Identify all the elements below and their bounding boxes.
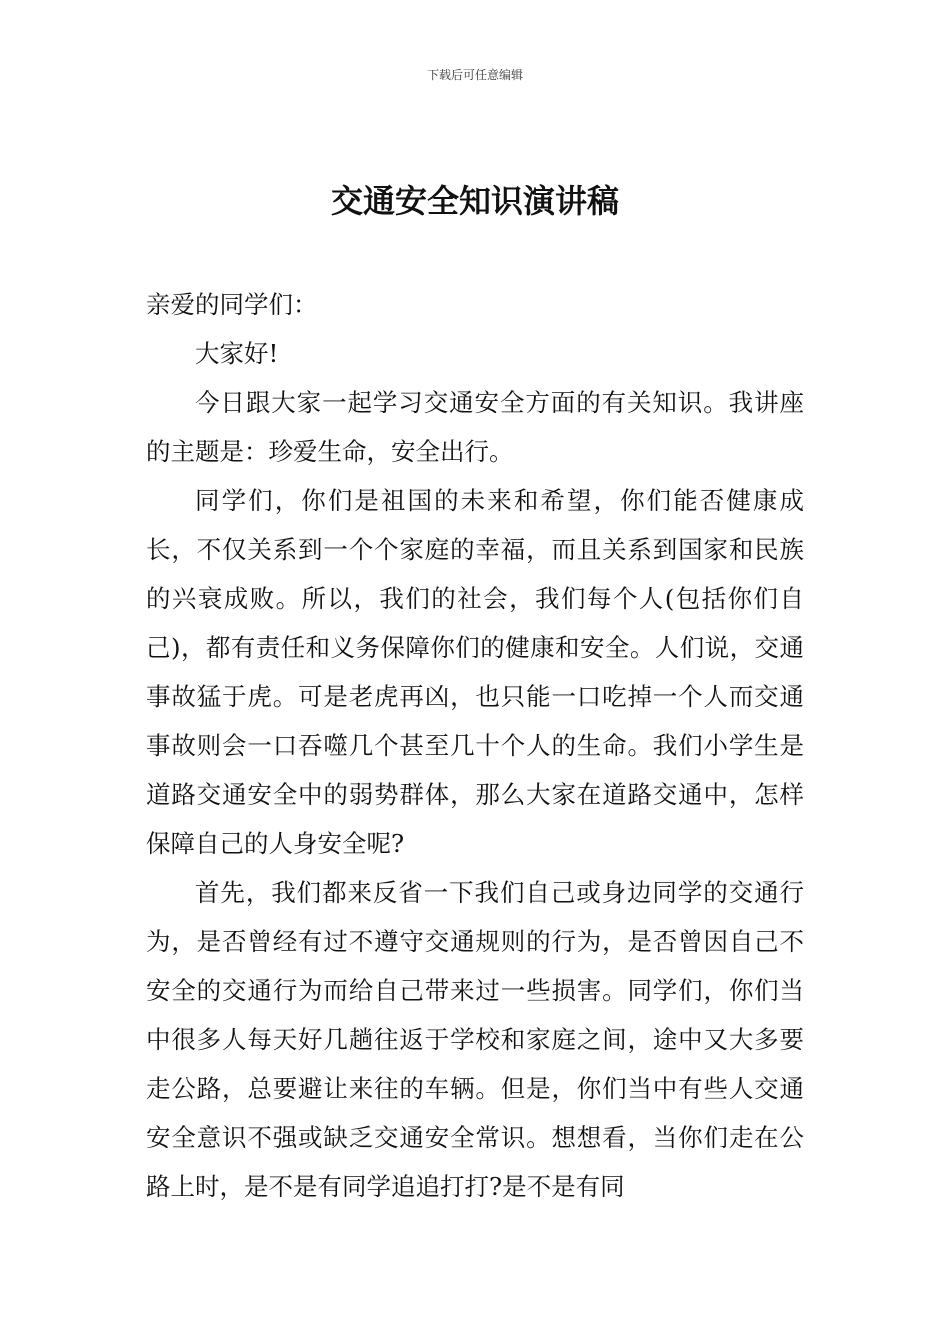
paragraph-intro: 今日跟大家一起学习交通安全方面的有关知识。我讲座的主题是：珍爱生命，安全出行。 [146,388,804,466]
document-title: 交通安全知识演讲稿 [330,182,619,220]
document-body [146,280,804,1211]
paragraph-reflection: 首先，我们都来反省一下我们自己或身边同学的交通行为，是否曾经有过不遵守交通规则的行为，是否曾因自己不安全的交通行为而给自己带来过一些损害。同学们，你们当中很多人每天好几趟往返于学校和家庭之间，途中又大多要走公路，总要避让来往的车辆。但是，你们当中有些人交通安全意识不强或缺乏交通安全常识。想想看，当你们走在公路上时，是不是有同学追追打打?是不是有同 [146,878,804,1201]
salutation: 亲爱的同学们： [146,290,318,319]
paragraph-greeting: 大家好! [195,339,279,368]
paragraph-importance: 同学们，你们是祖国的未来和希望，你们能否健康成长，不仅关系到一个个家庭的幸福，而且关系到国家和民族的兴衰成败。所以，我们的社会，我们每个人(包括你们自己)，都有责任和义务保障你们的健康和安全。人们说，交通事故猛于虎。可是老虎再凶，也只能一口吃掉一个人而交通事故则会一口吞噬几个甚至几十个人的生命。我们小学生是道路交通安全中的弱势群体，那么大家在道路交通中，怎样保障自己的人身安全呢? [146,486,804,858]
header-note: 下载后可任意编辑 [426,68,523,82]
